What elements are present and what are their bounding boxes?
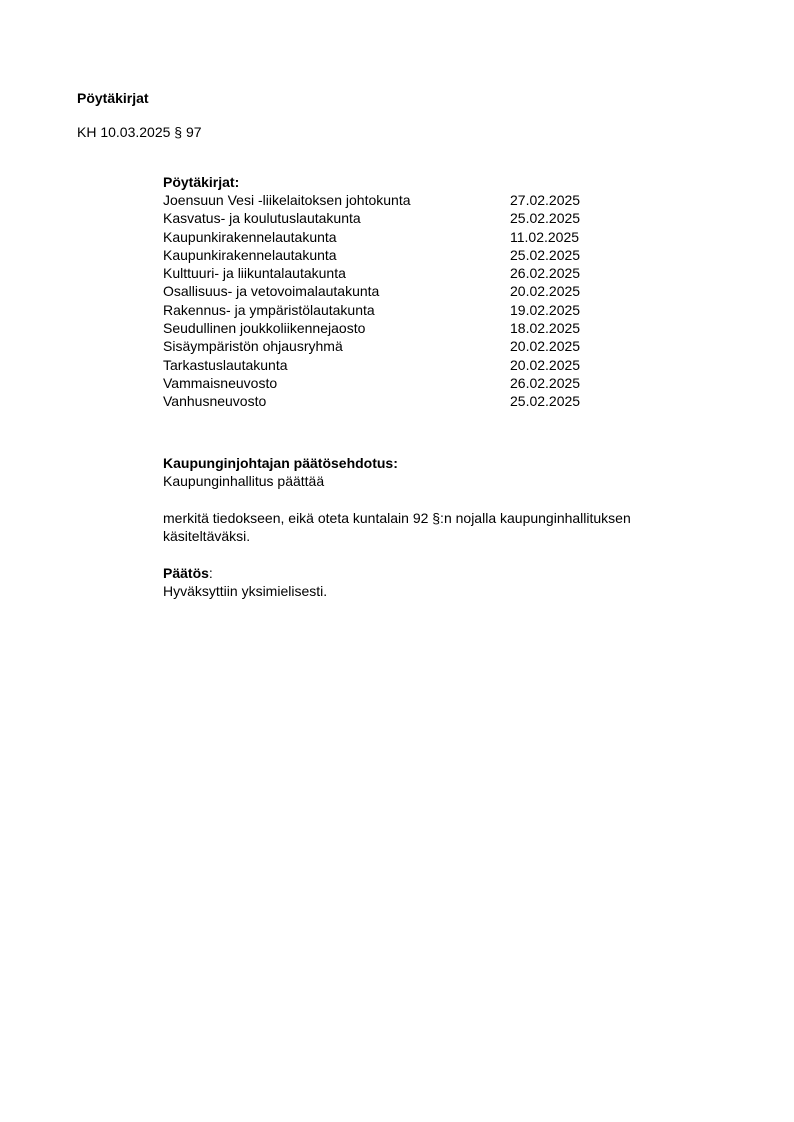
decision-section <box>163 564 683 600</box>
minutes-date: 25.02.2025 <box>510 210 581 227</box>
minutes-date: 18.02.2025 <box>510 320 581 337</box>
minutes-row <box>163 301 683 319</box>
minutes-date: 25.02.2025 <box>510 393 581 410</box>
minutes-body-name: Vammaisneuvosto <box>163 374 278 391</box>
minutes-row <box>163 319 683 337</box>
minutes-row <box>163 209 683 227</box>
minutes-row <box>163 392 683 410</box>
minutes-date: 27.02.2025 <box>510 192 581 208</box>
page-title: Pöytäkirjat <box>77 90 149 106</box>
minutes-body-name: Seudullinen joukkoliikennejaosto <box>163 320 366 337</box>
decision-label-colon: : <box>208 564 213 581</box>
minutes-row <box>163 228 683 246</box>
minutes-body-name: Kasvatus- ja koulutuslautakunta <box>163 210 361 227</box>
minutes-body-name: Tarkastuslautakunta <box>163 356 288 373</box>
decision-label: Päätös <box>163 564 209 581</box>
minutes-body-name: Kulttuuri- ja liikuntalautakunta <box>163 265 346 282</box>
minutes-date: 20.02.2025 <box>510 338 581 355</box>
minutes-row <box>163 191 683 209</box>
proposal-text: merkitä tiedokseen, eikä oteta kuntalain 92 §:n nojalla kaupunginhallituksen käsiteltäväksi. <box>163 509 631 544</box>
minutes-row <box>163 246 683 264</box>
minutes-list <box>163 191 683 411</box>
minutes-date: 20.02.2025 <box>510 283 581 300</box>
decision-label-line <box>163 564 683 582</box>
minutes-row <box>163 356 683 374</box>
minutes-body-name: Vanhusneuvosto <box>163 393 267 410</box>
meeting-reference: KH 10.03.2025 § 97 <box>77 124 202 140</box>
minutes-heading: Pöytäkirjat: <box>163 174 240 190</box>
minutes-date: 26.02.2025 <box>510 265 581 282</box>
proposal-intro: Kaupunginhallitus päättää <box>163 472 325 489</box>
minutes-row <box>163 337 683 355</box>
minutes-date: 26.02.2025 <box>510 374 581 391</box>
minutes-body-name: Kaupunkirakennelautakunta <box>163 228 337 245</box>
minutes-body-name: Osallisuus- ja vetovoimalautakunta <box>163 283 380 300</box>
proposal-heading: Kaupunginjohtajan päätösehdotus: <box>163 454 398 471</box>
content-block <box>163 173 683 600</box>
minutes-body-name: Kaupunkirakennelautakunta <box>163 246 337 263</box>
minutes-body-name: Rakennus- ja ympäristölautakunta <box>163 301 375 318</box>
decision-text: Hyväksyttiin yksimielisesti. <box>163 582 328 599</box>
minutes-row <box>163 374 683 392</box>
minutes-body-name: Joensuun Vesi -liikelaitoksen johtokunta <box>163 192 411 208</box>
minutes-row <box>163 264 683 282</box>
minutes-row <box>163 282 683 300</box>
minutes-date: 20.02.2025 <box>510 356 581 373</box>
minutes-date: 19.02.2025 <box>510 301 581 318</box>
minutes-body-name: Sisäympäristön ohjausryhmä <box>163 338 343 355</box>
minutes-date: 11.02.2025 <box>510 228 580 245</box>
minutes-date: 25.02.2025 <box>510 246 581 263</box>
proposal-section <box>163 454 683 545</box>
